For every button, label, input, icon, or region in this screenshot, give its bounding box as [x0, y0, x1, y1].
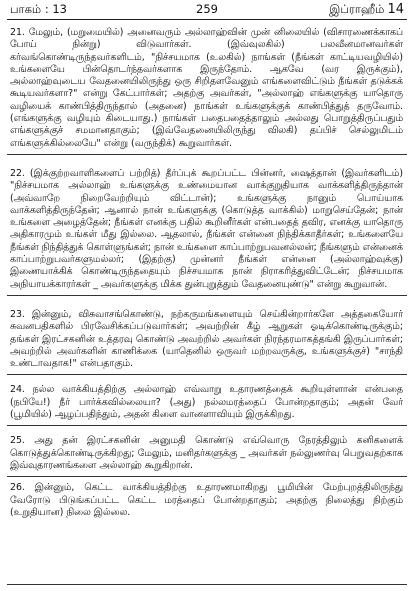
chapter-number: 14 [387, 2, 404, 17]
verse-23: 23. இன்னும், விசுவாசங்கொண்டு, நற்கருமங்களையும் செய்கின்றார்களே அத்தகையோர் சுவனபதிகளில் பிரவேசிக்கப்படுவார்கள்; அவற்றின் கீழ் ஆறுகள் ஓடிக்கொண்டிருக்கும்; தங்கள் இரட்சகனின் உத்தரவு கொண்டு அவற்றில் அவர்கள் நிரந்தரமாகத்தங்கி இருப்பார்கள்; அவற்றில் அவர்களின் காணிக்கை (யாதெனில் ஒருவர் மற்றவருக்கு, உங்களுக்குச்) "சாந்தி உண்டாவதாக!" என்பதாகும். [10, 308, 403, 370]
verse-26: 26. இன்னும், கெட்ட வாக்கியத்திற்கு உதாரணமாகிறது பூமியின் மேற்புறத்திலிருந்து வேரோடு பிடுங்கப்பட்ட கெட்ட மரத்தைப் போன்றதாகும்; அதற்கு நிலைத்து நிற்கும் (உறுதியான) நிலை இல்லை. [10, 482, 403, 518]
chapter-name: இப்ராஹீம் [329, 2, 385, 16]
verse-25: 25. அது தன் இரட்சகனின் அனுமதி கொண்டு எவ்வொரு நேரத்திலும் கனிகளைக் கொடுத்துக்கொண்டிருக்கிறது; மேலும், மனிதர்களுக்கு _ அவர்கள் நல்லுணர்வு பெறுவதற்காக இவ்வுதாரணங்களை அல்லாஹ் கூறுகிறான். [10, 435, 403, 471]
volume-label: பாகம் : 13 [10, 2, 67, 16]
verse-21: 21. மேலும், (மறுமையில்) அனைவரும் அல்லாஹ்வின் முன் னிலையில் (விசாரணைக்காகப் போய் நின்று) விடுவார்கள். (இவ்வுலகில்) பலவீனமானவர்கள் கர்வங்கொண்டிருந்தவர்களிடம், "நிச்சயமாக (உலகில்) நாங்கள் (நீங்கள் காட்டியவழியில்) உங்களையே பின்தொடர்ந்தவர்களாக இருந்தோம். ஆகவே (வர இருக்கும்), அல்லாஹ்வுடைய வேதனையிலிருந்து ஒரு சிறிதளவேனும் எங்களைவிட்டும் நீங்கள் தடுக்கக் கூடியவர்களா?" என்று கேட்பார்கள்; அதற்கு அவர்கள், "அல்லாஹ் எங்களுக்கு யாதொரு வழியைக் காண்பித்திருந்தால் (அதனை) நாங்கள் உங்களுக்குக் காண்பித்துத் தருவோம். (எங்களுக்கு வழியும் கிடையாது.) நாங்கள் பதைபதைத்தாலும் அல்லது பொறுத்திருப்பதும் எங்களுக்குச் சமமானதாகும்; (இவ்வேதனையிலிருந்து விலகி) தப்பிச் செல்லுமிடம் எங்களுக்கில்லையே" என்று (வருந்திக்) கூறுவார்கள். [10, 27, 403, 149]
verse-24: 24. நல்ல வாக்கியத்திற்கு அல்லாஹ் எவ்வாறு உதாரணத்தைக் கூறியுள்ளான் என்பதை (நபியே!) நீர் பார்க்கவில்லையா? (அது) நல்லமரத்தைப் போன்றதாகும்; அதன் வேர் (பூமியில்) ஆழப்பதிந்தும், அதன் கிளை வானளாவியும் இருக்கிறது. [10, 384, 403, 421]
footer-divider [7, 584, 407, 585]
page-number: 259 [196, 2, 218, 16]
chapter-label [329, 0, 404, 19]
verse-22: 22. (இக்குற்றவாளிகளைப் பற்றித்) தீர்ப்புக் கூறப்பட்ட பின்னர், ஷைத்தான் (இவர்களிடம்) "நிச்சயமாக அல்லாஹ் உங்களுக்கு உண்மையான வாக்குறுதியாக வாக்களித்திருந்தான் (அவ்வாறே நிறைவேற்றியும் விட்டான்); உங்களுக்கு நானும் பொய்யாக வாக்களித்திருந்தேன்; ஆனால் நான் உங்களுக்கு (கொடுத்த வாக்கில்) மாறுசெய்தேன்; நான் உங்களை அழைத்தேன்; நீங்கள் எனக்கு பதில் கூறினீர்கள் என்பதைத் தவிர, எனக்கு யாதொரு அதிகாரமும் உங்கள் மீது இல்லை. ஆதலால், நீங்கள் என்னை நிந்திக்காதீர்கள்; உங்களையே நீங்கள் நிந்தித்துக் கொள்ளுங்கள்; நான் உங்களை காப்பாற்றுபவனல்லன்; நீங்களும் என்னைக் காப்பாற்றுபவர்களுமல்லர்; (இதற்கு) முன்னர் நீங்கள் என்னை (அல்லாஹ்வுக்கு) இணையாக்கிக் கொண்டிருந்ததையும் நிச்சயமாக நான் நிராகரித்துவிட்டேன்; நிச்சயமாக அநியாயக்காரர்கள் _ அவர்களுக்கு மிக்க துன்புறுத்தும் வேதனையுண்டு" என்று கூறுவான். [10, 167, 403, 290]
page-content [7, 20, 407, 519]
page-header [7, 0, 407, 20]
